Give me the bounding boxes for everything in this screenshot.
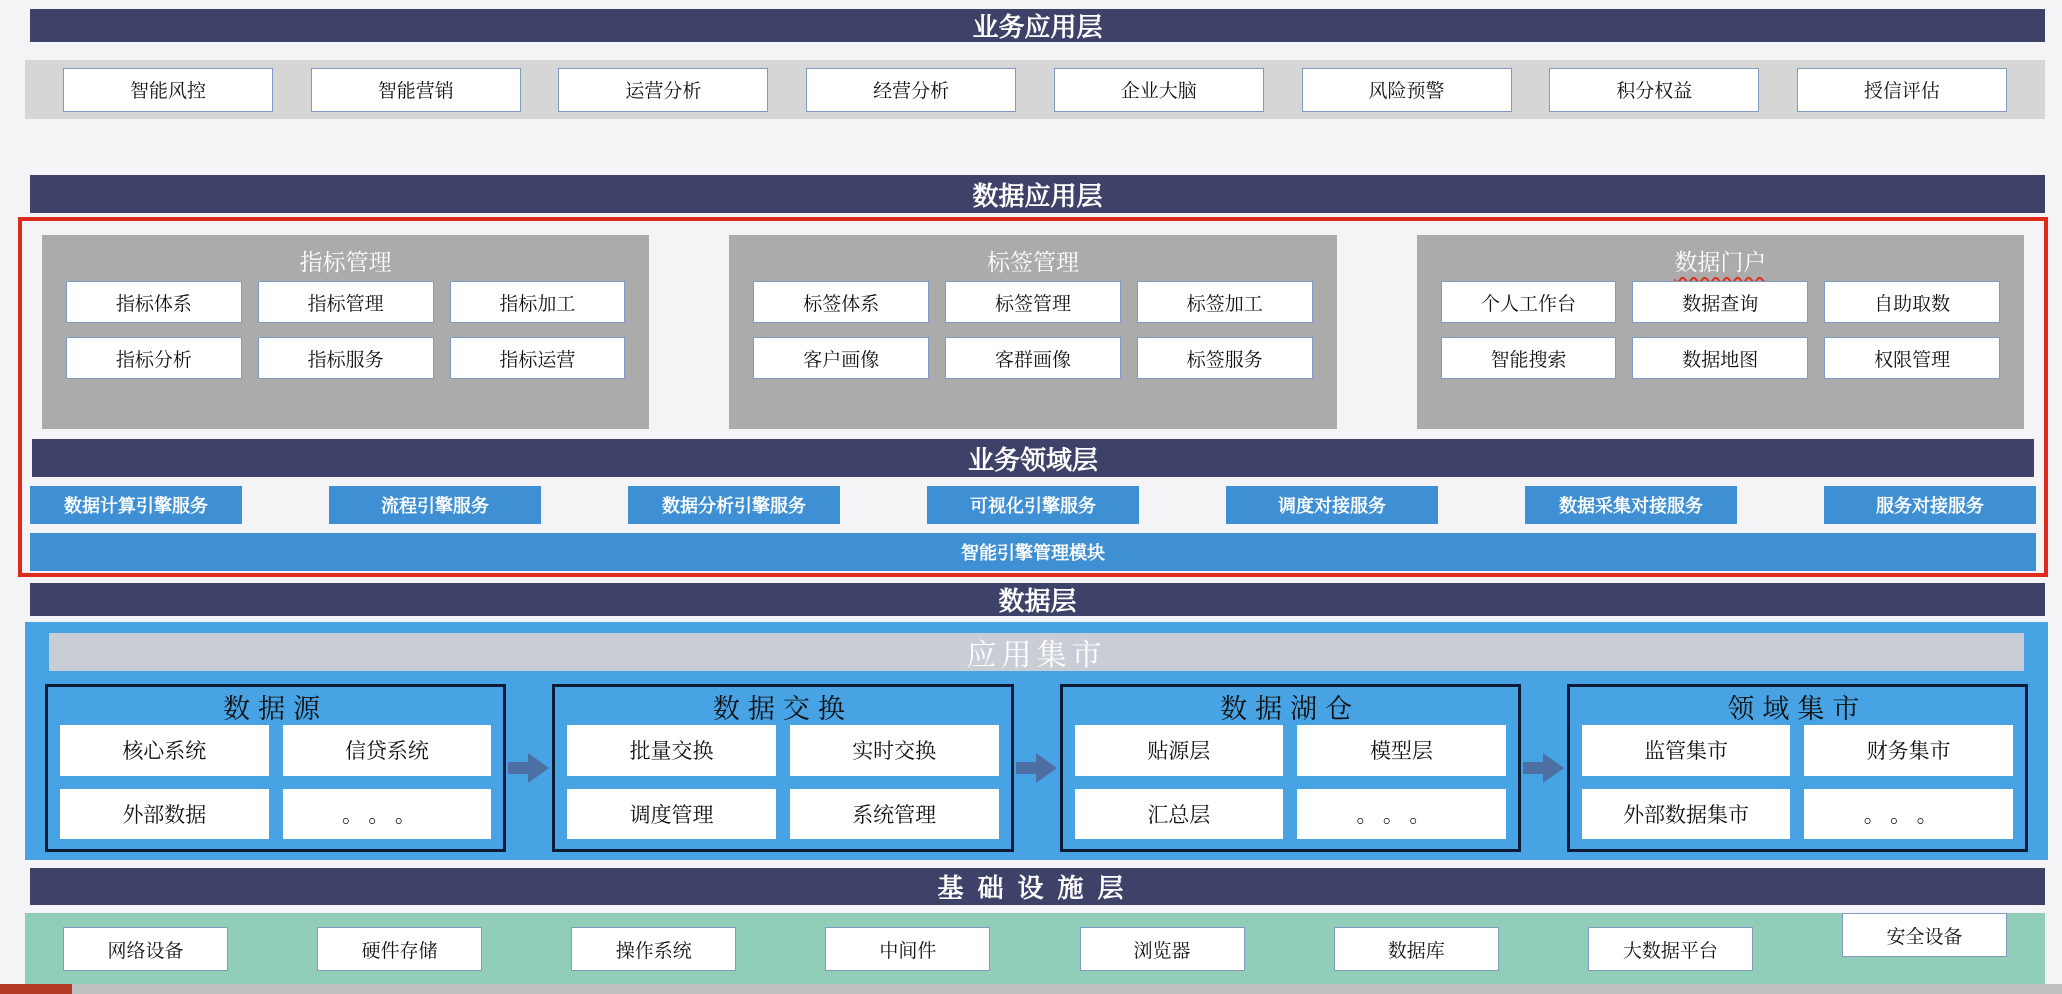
infra-box <box>1588 927 1753 971</box>
infrastructure-layer-header <box>30 868 2045 905</box>
app-box <box>1054 68 1264 112</box>
panel-box: 数据查询 <box>1632 281 1808 323</box>
panel-box: 指标分析 <box>66 337 242 379</box>
app-box <box>63 68 273 112</box>
subpanel-box: 实时交换 <box>790 725 999 776</box>
business-app-layer-title: 业务应用层 <box>972 12 1103 42</box>
infra-box <box>1842 913 2007 957</box>
panel-grid <box>66 281 625 379</box>
panel-indicator-management <box>42 235 649 429</box>
subpanel-box: 贴源层 <box>1075 725 1284 776</box>
subpanel-box: 外部数据集市 <box>1582 789 1791 840</box>
bottom-gray-strip <box>72 984 2062 994</box>
app-box <box>1797 68 2007 112</box>
panel-box: 数据地图 <box>1632 337 1808 379</box>
subpanel-box: 批量交换 <box>567 725 776 776</box>
panel-box: 智能搜索 <box>1441 337 1617 379</box>
panel-title: 指标管理 <box>299 248 392 275</box>
engine-management-module-bar <box>30 533 2036 571</box>
panel-data-portal <box>1417 235 2024 429</box>
panel-box: 指标服务 <box>258 337 434 379</box>
infra-box-label: 数据库 <box>1387 940 1445 962</box>
infra-box <box>571 927 736 971</box>
subpanel-data-source <box>45 684 506 852</box>
panel-title: 数据门户 <box>1674 248 1767 275</box>
data-layer-header <box>30 583 2045 616</box>
service-box: 调度对接服务 <box>1226 486 1438 524</box>
panel-box: 标签加工 <box>1137 281 1313 323</box>
subpanel-box: 模型层 <box>1297 725 1506 776</box>
business-domain-layer-title: 业务领域层 <box>967 444 1098 475</box>
arrow-cell <box>506 684 552 852</box>
subpanel-grid <box>1582 725 2013 839</box>
subpanel-box-ellipsis: 。。。 <box>1297 789 1506 840</box>
subpanel-box: 外部数据 <box>60 789 269 840</box>
subpanel-box: 汇总层 <box>1075 789 1284 840</box>
panel-box: 标签服务 <box>1137 337 1313 379</box>
subpanel-box-ellipsis: 。。。 <box>1804 789 2013 840</box>
infra-box <box>1080 927 1245 971</box>
business-domain-layer-header <box>32 439 2034 477</box>
subpanel-box: 系统管理 <box>790 789 999 840</box>
panel-box: 标签管理 <box>945 281 1121 323</box>
app-box-label: 智能营销 <box>377 81 454 102</box>
infra-box <box>63 927 228 971</box>
service-box: 数据计算引擎服务 <box>30 486 242 524</box>
panel-box: 客户画像 <box>753 337 929 379</box>
app-box <box>311 68 521 112</box>
panel-grid <box>753 281 1312 379</box>
arrow-right-icon <box>508 750 550 786</box>
engine-services-row <box>30 486 2036 524</box>
panel-tag-management <box>729 235 1336 429</box>
subpanel-box: 信贷系统 <box>283 725 492 776</box>
app-box-label: 风险预警 <box>1368 81 1445 102</box>
infra-box-label: 硬件存储 <box>361 940 438 962</box>
subpanel-box: 监管集市 <box>1582 725 1791 776</box>
service-box: 数据分析引擎服务 <box>628 486 840 524</box>
infra-box-label: 大数据平台 <box>1622 940 1718 962</box>
data-app-layer-header <box>30 175 2045 213</box>
panel-box: 指标加工 <box>450 281 626 323</box>
subpanel-grid <box>1075 725 1506 839</box>
service-box: 可视化引擎服务 <box>927 486 1139 524</box>
app-box-label: 积分权益 <box>1616 81 1693 102</box>
infrastructure-band <box>25 913 2045 985</box>
infra-box-label: 浏览器 <box>1133 940 1191 962</box>
panel-box: 标签体系 <box>753 281 929 323</box>
data-layer-title: 数据层 <box>998 586 1077 616</box>
panel-box: 客群画像 <box>945 337 1121 379</box>
subpanel-box-ellipsis: 。。。 <box>283 789 492 840</box>
panel-box: 自助取数 <box>1824 281 2000 323</box>
service-box: 数据采集对接服务 <box>1525 486 1737 524</box>
arrow-cell <box>1521 684 1567 852</box>
subpanel-title: 数据湖仓 <box>1220 693 1361 725</box>
engine-management-module-label: 智能引擎管理模块 <box>961 543 1105 563</box>
arrow-right-icon <box>1523 750 1565 786</box>
app-box-label: 企业大脑 <box>1120 81 1197 102</box>
panel-box: 指标体系 <box>66 281 242 323</box>
subpanel-grid <box>60 725 491 839</box>
subpanel-grid <box>567 725 998 839</box>
infrastructure-layer-title: 基础设施层 <box>937 873 1138 903</box>
red-outline-section <box>18 217 2048 577</box>
subpanel-data-lakehouse <box>1060 684 1521 852</box>
app-box-label: 智能风控 <box>129 81 206 102</box>
app-box <box>1302 68 1512 112</box>
data-app-layer-title: 数据应用层 <box>972 180 1103 211</box>
application-mart-bar <box>49 633 2024 671</box>
panel-box: 指标运营 <box>450 337 626 379</box>
data-flow-row <box>45 684 2028 852</box>
application-mart-title: 应用集市 <box>966 638 1107 673</box>
app-box <box>1549 68 1759 112</box>
subpanel-domain-mart <box>1567 684 2028 852</box>
subpanel-title: 数据交换 <box>712 693 853 725</box>
panel-box: 权限管理 <box>1824 337 2000 379</box>
infra-box-label: 操作系统 <box>615 940 692 962</box>
panel-grid <box>1441 281 2000 379</box>
data-app-panels-row <box>42 235 2024 429</box>
app-box-label: 授信评估 <box>1863 81 1940 102</box>
panel-box: 个人工作台 <box>1441 281 1617 323</box>
subpanel-box: 调度管理 <box>567 789 776 840</box>
app-box <box>558 68 768 112</box>
infra-box <box>317 927 482 971</box>
infra-box <box>1334 927 1499 971</box>
infra-box-label: 中间件 <box>879 940 937 962</box>
subpanel-title: 领域集市 <box>1727 693 1868 725</box>
arrow-right-icon <box>1016 750 1058 786</box>
subpanel-data-exchange <box>552 684 1013 852</box>
infra-box <box>825 927 990 971</box>
panel-box: 指标管理 <box>258 281 434 323</box>
arrow-cell <box>1014 684 1060 852</box>
subpanel-box: 核心系统 <box>60 725 269 776</box>
app-box <box>806 68 1016 112</box>
subpanel-title: 数据源 <box>223 693 329 725</box>
service-box: 服务对接服务 <box>1824 486 2036 524</box>
app-box-label: 运营分析 <box>625 81 702 102</box>
infra-box-label: 网络设备 <box>107 940 184 962</box>
subpanel-box: 财务集市 <box>1804 725 2013 776</box>
panel-title: 标签管理 <box>986 248 1079 275</box>
service-box: 流程引擎服务 <box>329 486 541 524</box>
data-layer-panel <box>25 622 2048 860</box>
bottom-red-strip <box>0 984 72 994</box>
business-app-band <box>25 60 2045 119</box>
infra-box-label: 安全设备 <box>1886 926 1963 948</box>
business-app-layer-header <box>30 9 2045 42</box>
app-box-label: 经营分析 <box>873 81 950 102</box>
